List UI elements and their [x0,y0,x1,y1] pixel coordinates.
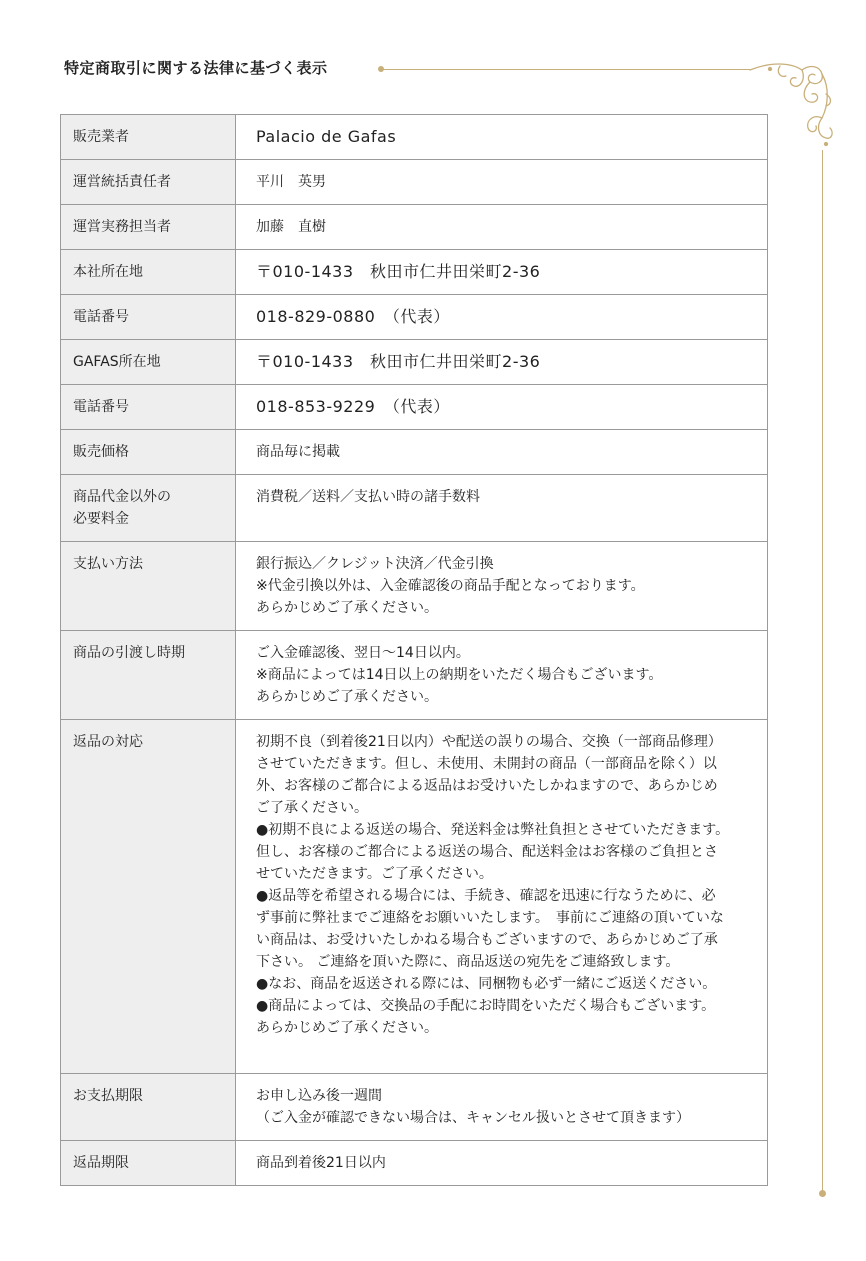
table-row [61,1141,768,1186]
row-value [236,1141,768,1186]
row-value-line: 消費税／送料／支払い時の諸手数料 [256,489,480,505]
row-value [236,115,768,160]
row-label [61,385,236,430]
row-value-line: せていただきます。ご了承ください。 [256,866,493,882]
decorative-rule-horizontal [382,69,750,70]
legal-notice-table [60,114,768,1186]
row-value [236,250,768,295]
row-label-line: 商品代金以外の [73,489,171,505]
row-label-line: 本社所在地 [73,264,143,280]
row-label-line: 運営統括責任者 [73,174,171,190]
decorative-rule-vertical [822,150,823,1193]
row-value-line: ●返品等を希望される場合には、手続き、確認を迅速に行なうために、必 [256,888,716,904]
row-label-line: 販売業者 [73,129,129,145]
row-value-line: 外、お客様のご都合による返品はお受けいたしかねますので、あらかじめ [256,778,718,794]
row-value [236,631,768,720]
row-value-line: （ご入金が確認できない場合は、キャンセル扱いとさせて頂きます） [256,1110,690,1126]
row-value-line: ず事前に弊社までご連絡をお願いいたします。 事前にご連絡の頂いていな [256,910,724,926]
row-value [236,720,768,1074]
row-label [61,250,236,295]
table-row [61,1074,768,1141]
table-row [61,295,768,340]
row-value-line: 下さい。 ご連絡を頂いた際に、商品返送の宛先をご連絡致します。 [256,954,680,970]
row-label-line: GAFAS所在地 [73,354,161,370]
row-value [236,1074,768,1141]
table-row [61,160,768,205]
row-label-line: 販売価格 [73,444,129,460]
row-label [61,160,236,205]
row-value-line: ご了承ください。 [256,800,368,816]
row-label-line: 返品の対応 [73,734,143,750]
row-label [61,542,236,631]
table-row [61,340,768,385]
row-label-line: 必要料金 [73,511,129,527]
row-value-line: 商品毎に掲載 [256,444,340,460]
row-label [61,115,236,160]
row-value [236,475,768,542]
row-value-line: 〒010-1433 秋田市仁井田栄町2-36 [256,352,541,371]
row-value-line: 平川 英男 [256,174,326,190]
row-value-line: Palacio de Gafas [256,127,397,146]
table-row [61,250,768,295]
row-label-line: 電話番号 [73,309,129,325]
row-value-line: 〒010-1433 秋田市仁井田栄町2-36 [256,262,541,281]
row-label-line: 電話番号 [73,399,129,415]
row-value [236,160,768,205]
row-value-line: お申し込み後一週間 [256,1088,382,1104]
row-value-line: い商品は、お受けいたしかねる場合もございますので、あらかじめご了承 [256,932,718,948]
row-label [61,1074,236,1141]
row-value-line: させていただきます。但し、未使用、未開封の商品（一部商品を除く）以 [256,756,717,772]
decorative-dot [819,1190,826,1197]
row-value-line: ※代金引換以外は、入金確認後の商品手配となっております。 [256,578,645,594]
row-label [61,1141,236,1186]
row-value-line: 商品到着後21日以内 [256,1155,386,1171]
row-value-line: 018-829-0880 （代表） [256,307,450,326]
row-value-line: 初期不良（到着後21日以内）や配送の誤りの場合、交換（一部商品修理） [256,734,722,750]
row-label [61,631,236,720]
page-title: 特定商取引に関する法律に基づく表示 [64,59,328,77]
table-row [61,631,768,720]
row-value-line: 銀行振込／クレジット決済／代金引換 [256,556,494,572]
row-value-line: ●なお、商品を返送される際には、同梱物も必ず一緒にご返送ください。 [256,976,717,992]
row-label [61,295,236,340]
table-row [61,385,768,430]
row-label [61,205,236,250]
row-label-line: 支払い方法 [73,556,143,572]
row-value-line: あらかじめご了承ください。 [256,600,438,616]
row-value-line: ●商品によっては、交換品の手配にお時間をいただく場合もございます。 [256,998,716,1014]
table-row [61,430,768,475]
row-value [236,430,768,475]
row-label-line: 商品の引渡し時期 [73,645,185,661]
row-value [236,542,768,631]
row-label-line: 運営実務担当者 [73,219,171,235]
row-label-line: 返品期限 [73,1155,129,1171]
row-value [236,385,768,430]
row-label-line: お支払期限 [73,1088,143,1104]
row-value-line: ●初期不良による返送の場合、発送料金は弊社負担とさせていただきます。 [256,822,730,838]
row-value [236,340,768,385]
row-label [61,475,236,542]
table-row [61,475,768,542]
row-value-line: 但し、お客様のご都合による返送の場合、配送料金はお客様のご負担とさ [256,844,718,860]
row-value [236,205,768,250]
table-row [61,115,768,160]
row-value-line: あらかじめご了承ください。 [256,1020,438,1036]
row-label [61,340,236,385]
row-value-line: あらかじめご了承ください。 [256,689,438,705]
row-value-line: 018-853-9229 （代表） [256,397,450,416]
table-row [61,720,768,1074]
row-label [61,720,236,1074]
table-row [61,542,768,631]
row-label [61,430,236,475]
table-row [61,205,768,250]
row-value [236,295,768,340]
row-value-line: ご入金確認後、翌日～14日以内。 [256,645,470,661]
row-value-line: ※商品によっては14日以上の納期をいただく場合もございます。 [256,667,663,683]
row-value-line: 加藤 直樹 [256,219,326,235]
